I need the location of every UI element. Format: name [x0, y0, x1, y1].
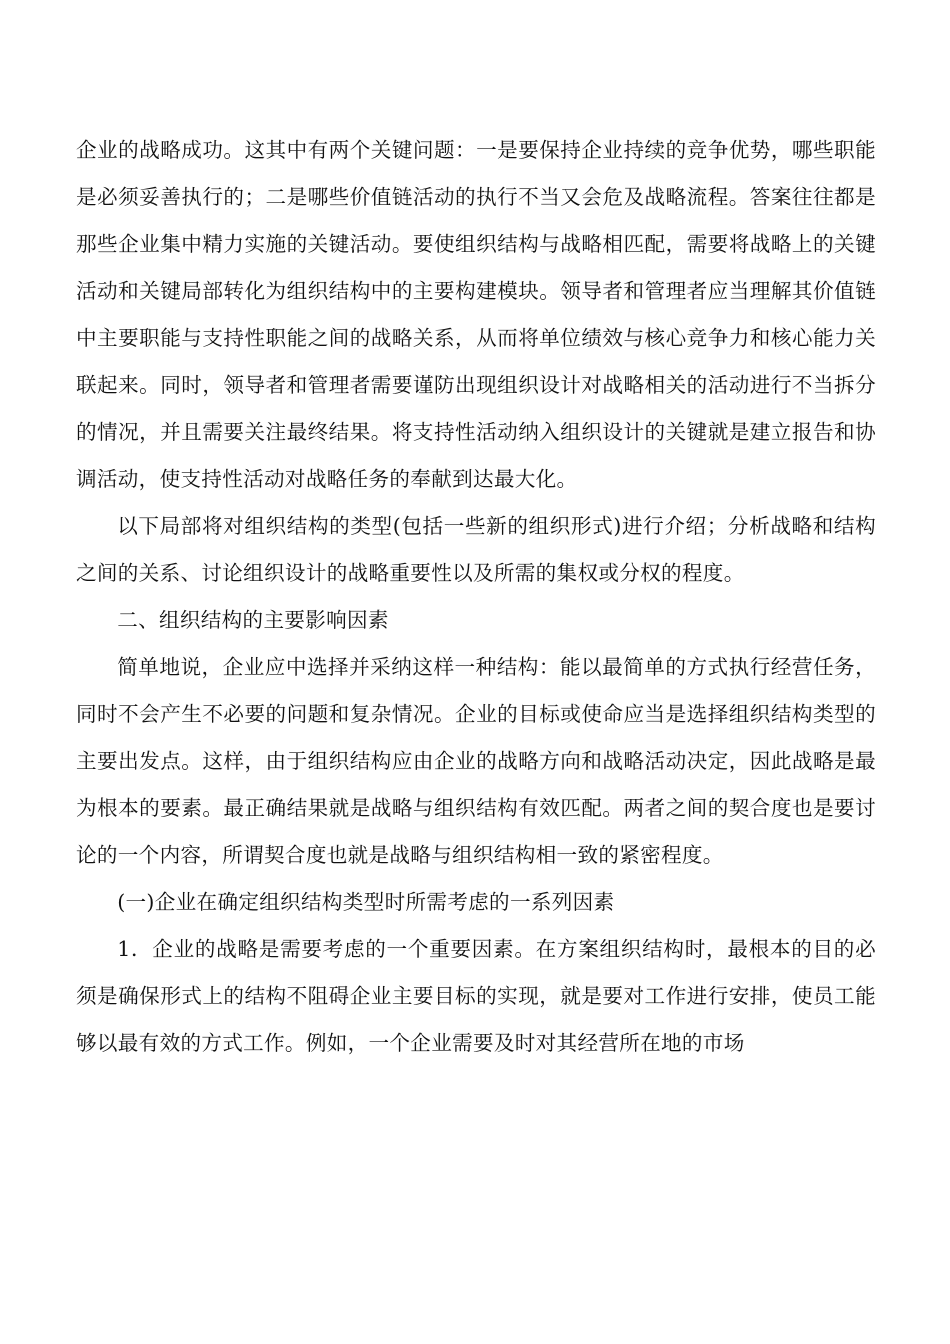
document-body: [76, 127, 876, 1067]
paragraph-strategy-success: 企业的战略成功。这其中有两个关键问题：一是要保持企业持续的竞争优势，哪些职能是必须妥善执行的；二是哪些价值链活动的执行不当又会危及战略流程。答案往往都是那些企业集中精力实施的关键活动。要使组织结构与战略相匹配，需要将战略上的关键活动和关键局部转化为组织结构中的主要构建模块。领导者和管理者应当理解其价值链中主要职能与支持性职能之间的战略关系，从而将单位绩效与核心竞争力和核心能力关联起来。同时，领导者和管理者需要谨防出现组织设计对战略相关的活动进行不当拆分的情况，并且需要关注最终结果。将支持性活动纳入组织设计的关键就是建立报告和协调活动，使支持性活动对战略任务的奉献到达最大化。: [76, 138, 876, 491]
subsection-heading-factors-list: (一)企业在确定组织结构类型时所需考虑的一系列因素: [117, 890, 615, 914]
paragraph-structure-choice: 简单地说，企业应中选择并采纳这样一种结构：能以最简单的方式执行经营任务，同时不会产生不必要的问题和复杂情况。企业的目标或使命应当是选择组织结构类型的主要出发点。这样，由于组织结构应由企业的战略方向和战略活动决定，因此战略是最为根本的要素。最正确结果就是战略与组织结构有效匹配。两者之间的契合度也是要讨论的一个内容，所谓契合度也就是战略与组织结构相一致的紧密程度。: [76, 655, 876, 867]
paragraph-section-intro: 以下局部将对组织结构的类型(包括一些新的组织形式)进行介绍；分析战略和结构之间的关系、讨论组织设计的战略重要性以及所需的集权或分权的程度。: [76, 514, 876, 585]
paragraph-factor-strategy: 1．企业的战略是需要考虑的一个重要因素。在方案组织结构时，最根本的目的必须是确保形式上的结构不阻碍企业主要目标的实现，就是要对工作进行安排，使员工能够以最有效的方式工作。例如，一个企业需要及时对其经营所在地的市场: [76, 937, 876, 1055]
section-heading-influencing-factors: 二、组织结构的主要影响因素: [117, 608, 389, 632]
